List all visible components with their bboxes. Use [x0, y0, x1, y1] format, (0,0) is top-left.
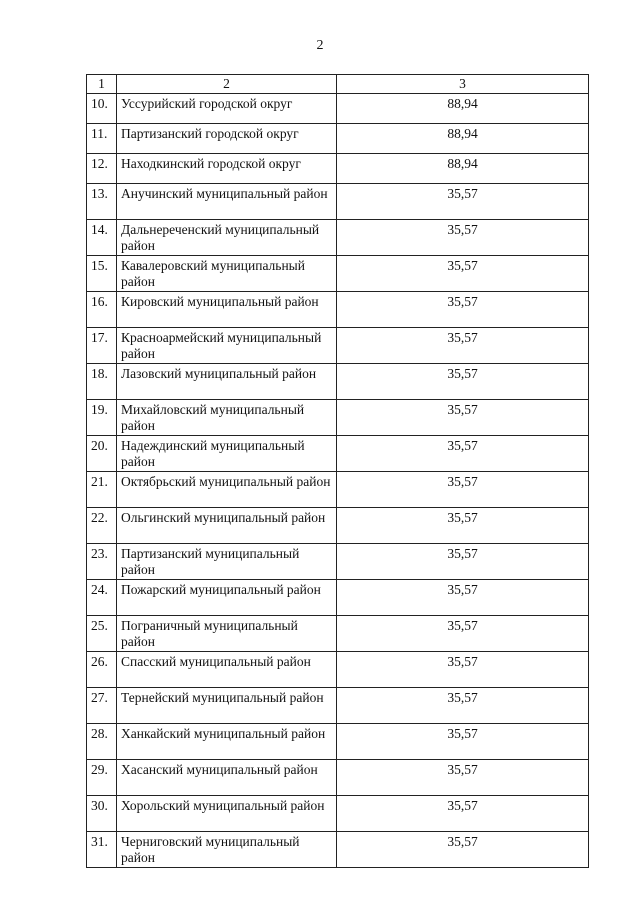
- data-table: [86, 74, 589, 868]
- row-number-cell: 13.: [87, 184, 117, 220]
- municipality-name-cell: Лазовский муниципальный район: [117, 364, 337, 400]
- row-number-cell: 30.: [87, 796, 117, 832]
- table-row: [87, 616, 589, 652]
- row-number-cell: 26.: [87, 652, 117, 688]
- column-header-1: 1: [87, 75, 117, 94]
- value-cell: 35,57: [337, 616, 589, 652]
- value-cell: 35,57: [337, 724, 589, 760]
- table-row: [87, 832, 589, 868]
- value-cell: 88,94: [337, 154, 589, 184]
- table-row: [87, 154, 589, 184]
- row-number-cell: 27.: [87, 688, 117, 724]
- row-number-cell: 10.: [87, 94, 117, 124]
- table-row: [87, 400, 589, 436]
- municipality-name-cell: Ханкайский муниципальный район: [117, 724, 337, 760]
- table-row: [87, 292, 589, 328]
- value-cell: 35,57: [337, 220, 589, 256]
- municipality-name-cell: Хасанский муниципальный район: [117, 760, 337, 796]
- municipality-name-cell: Черниговский муниципальный район: [117, 832, 337, 868]
- row-number-cell: 15.: [87, 256, 117, 292]
- value-cell: 35,57: [337, 652, 589, 688]
- page-number: 2: [316, 38, 324, 53]
- municipality-name-cell: Партизанский городской округ: [117, 124, 337, 154]
- value-cell: 35,57: [337, 760, 589, 796]
- row-number-cell: 14.: [87, 220, 117, 256]
- value-cell: 88,94: [337, 94, 589, 124]
- column-header-2: 2: [117, 75, 337, 94]
- table-body: [87, 75, 589, 868]
- table-row: [87, 796, 589, 832]
- row-number-cell: 20.: [87, 436, 117, 472]
- value-cell: 35,57: [337, 508, 589, 544]
- table-row: [87, 724, 589, 760]
- row-number-cell: 11.: [87, 124, 117, 154]
- municipality-name-cell: Кировский муниципальный район: [117, 292, 337, 328]
- column-header-3: 3: [337, 75, 589, 94]
- value-cell: 35,57: [337, 436, 589, 472]
- municipality-name-cell: Тернейский муниципальный район: [117, 688, 337, 724]
- table-row: [87, 472, 589, 508]
- table-row: [87, 124, 589, 154]
- municipality-name-cell: Надеждинский муниципальный район: [117, 436, 337, 472]
- value-cell: 35,57: [337, 256, 589, 292]
- row-number-cell: 21.: [87, 472, 117, 508]
- value-cell: 35,57: [337, 184, 589, 220]
- row-number-cell: 19.: [87, 400, 117, 436]
- table-header-row: [87, 75, 589, 94]
- value-cell: 35,57: [337, 364, 589, 400]
- table-row: [87, 688, 589, 724]
- table-row: [87, 94, 589, 124]
- municipality-name-cell: Кавалеровский муниципальный район: [117, 256, 337, 292]
- table-row: [87, 364, 589, 400]
- row-number-cell: 18.: [87, 364, 117, 400]
- row-number-cell: 12.: [87, 154, 117, 184]
- municipality-name-cell: Находкинский городской округ: [117, 154, 337, 184]
- municipality-name-cell: Анучинский муниципальный район: [117, 184, 337, 220]
- table-row: [87, 760, 589, 796]
- municipality-name-cell: Партизанский муниципальный район: [117, 544, 337, 580]
- value-cell: 35,57: [337, 544, 589, 580]
- table-row: [87, 436, 589, 472]
- row-number-cell: 23.: [87, 544, 117, 580]
- value-cell: 35,57: [337, 400, 589, 436]
- value-cell: 35,57: [337, 580, 589, 616]
- value-cell: 35,57: [337, 832, 589, 868]
- municipality-name-cell: Красноармейский муниципальный район: [117, 328, 337, 364]
- value-cell: 35,57: [337, 292, 589, 328]
- value-cell: 88,94: [337, 124, 589, 154]
- table-row: [87, 184, 589, 220]
- value-cell: 35,57: [337, 328, 589, 364]
- table-row: [87, 508, 589, 544]
- row-number-cell: 24.: [87, 580, 117, 616]
- municipality-name-cell: Ольгинский муниципальный район: [117, 508, 337, 544]
- municipality-name-cell: Пограничный муниципальный район: [117, 616, 337, 652]
- value-cell: 35,57: [337, 688, 589, 724]
- table-row: [87, 580, 589, 616]
- municipality-name-cell: Спасский муниципальный район: [117, 652, 337, 688]
- row-number-cell: 16.: [87, 292, 117, 328]
- table-row: [87, 652, 589, 688]
- row-number-cell: 17.: [87, 328, 117, 364]
- municipality-name-cell: Уссурийский городской округ: [117, 94, 337, 124]
- municipality-name-cell: Михайловский муниципальный район: [117, 400, 337, 436]
- table-row: [87, 544, 589, 580]
- row-number-cell: 31.: [87, 832, 117, 868]
- value-cell: 35,57: [337, 472, 589, 508]
- municipality-name-cell: Дальнереченский муниципальный район: [117, 220, 337, 256]
- table-row: [87, 256, 589, 292]
- row-number-cell: 22.: [87, 508, 117, 544]
- row-number-cell: 28.: [87, 724, 117, 760]
- municipality-name-cell: Пожарский муниципальный район: [117, 580, 337, 616]
- municipality-name-cell: Хорольский муниципальный район: [117, 796, 337, 832]
- row-number-cell: 29.: [87, 760, 117, 796]
- value-cell: 35,57: [337, 796, 589, 832]
- table-row: [87, 328, 589, 364]
- row-number-cell: 25.: [87, 616, 117, 652]
- table-row: [87, 220, 589, 256]
- municipality-name-cell: Октябрьский муниципальный район: [117, 472, 337, 508]
